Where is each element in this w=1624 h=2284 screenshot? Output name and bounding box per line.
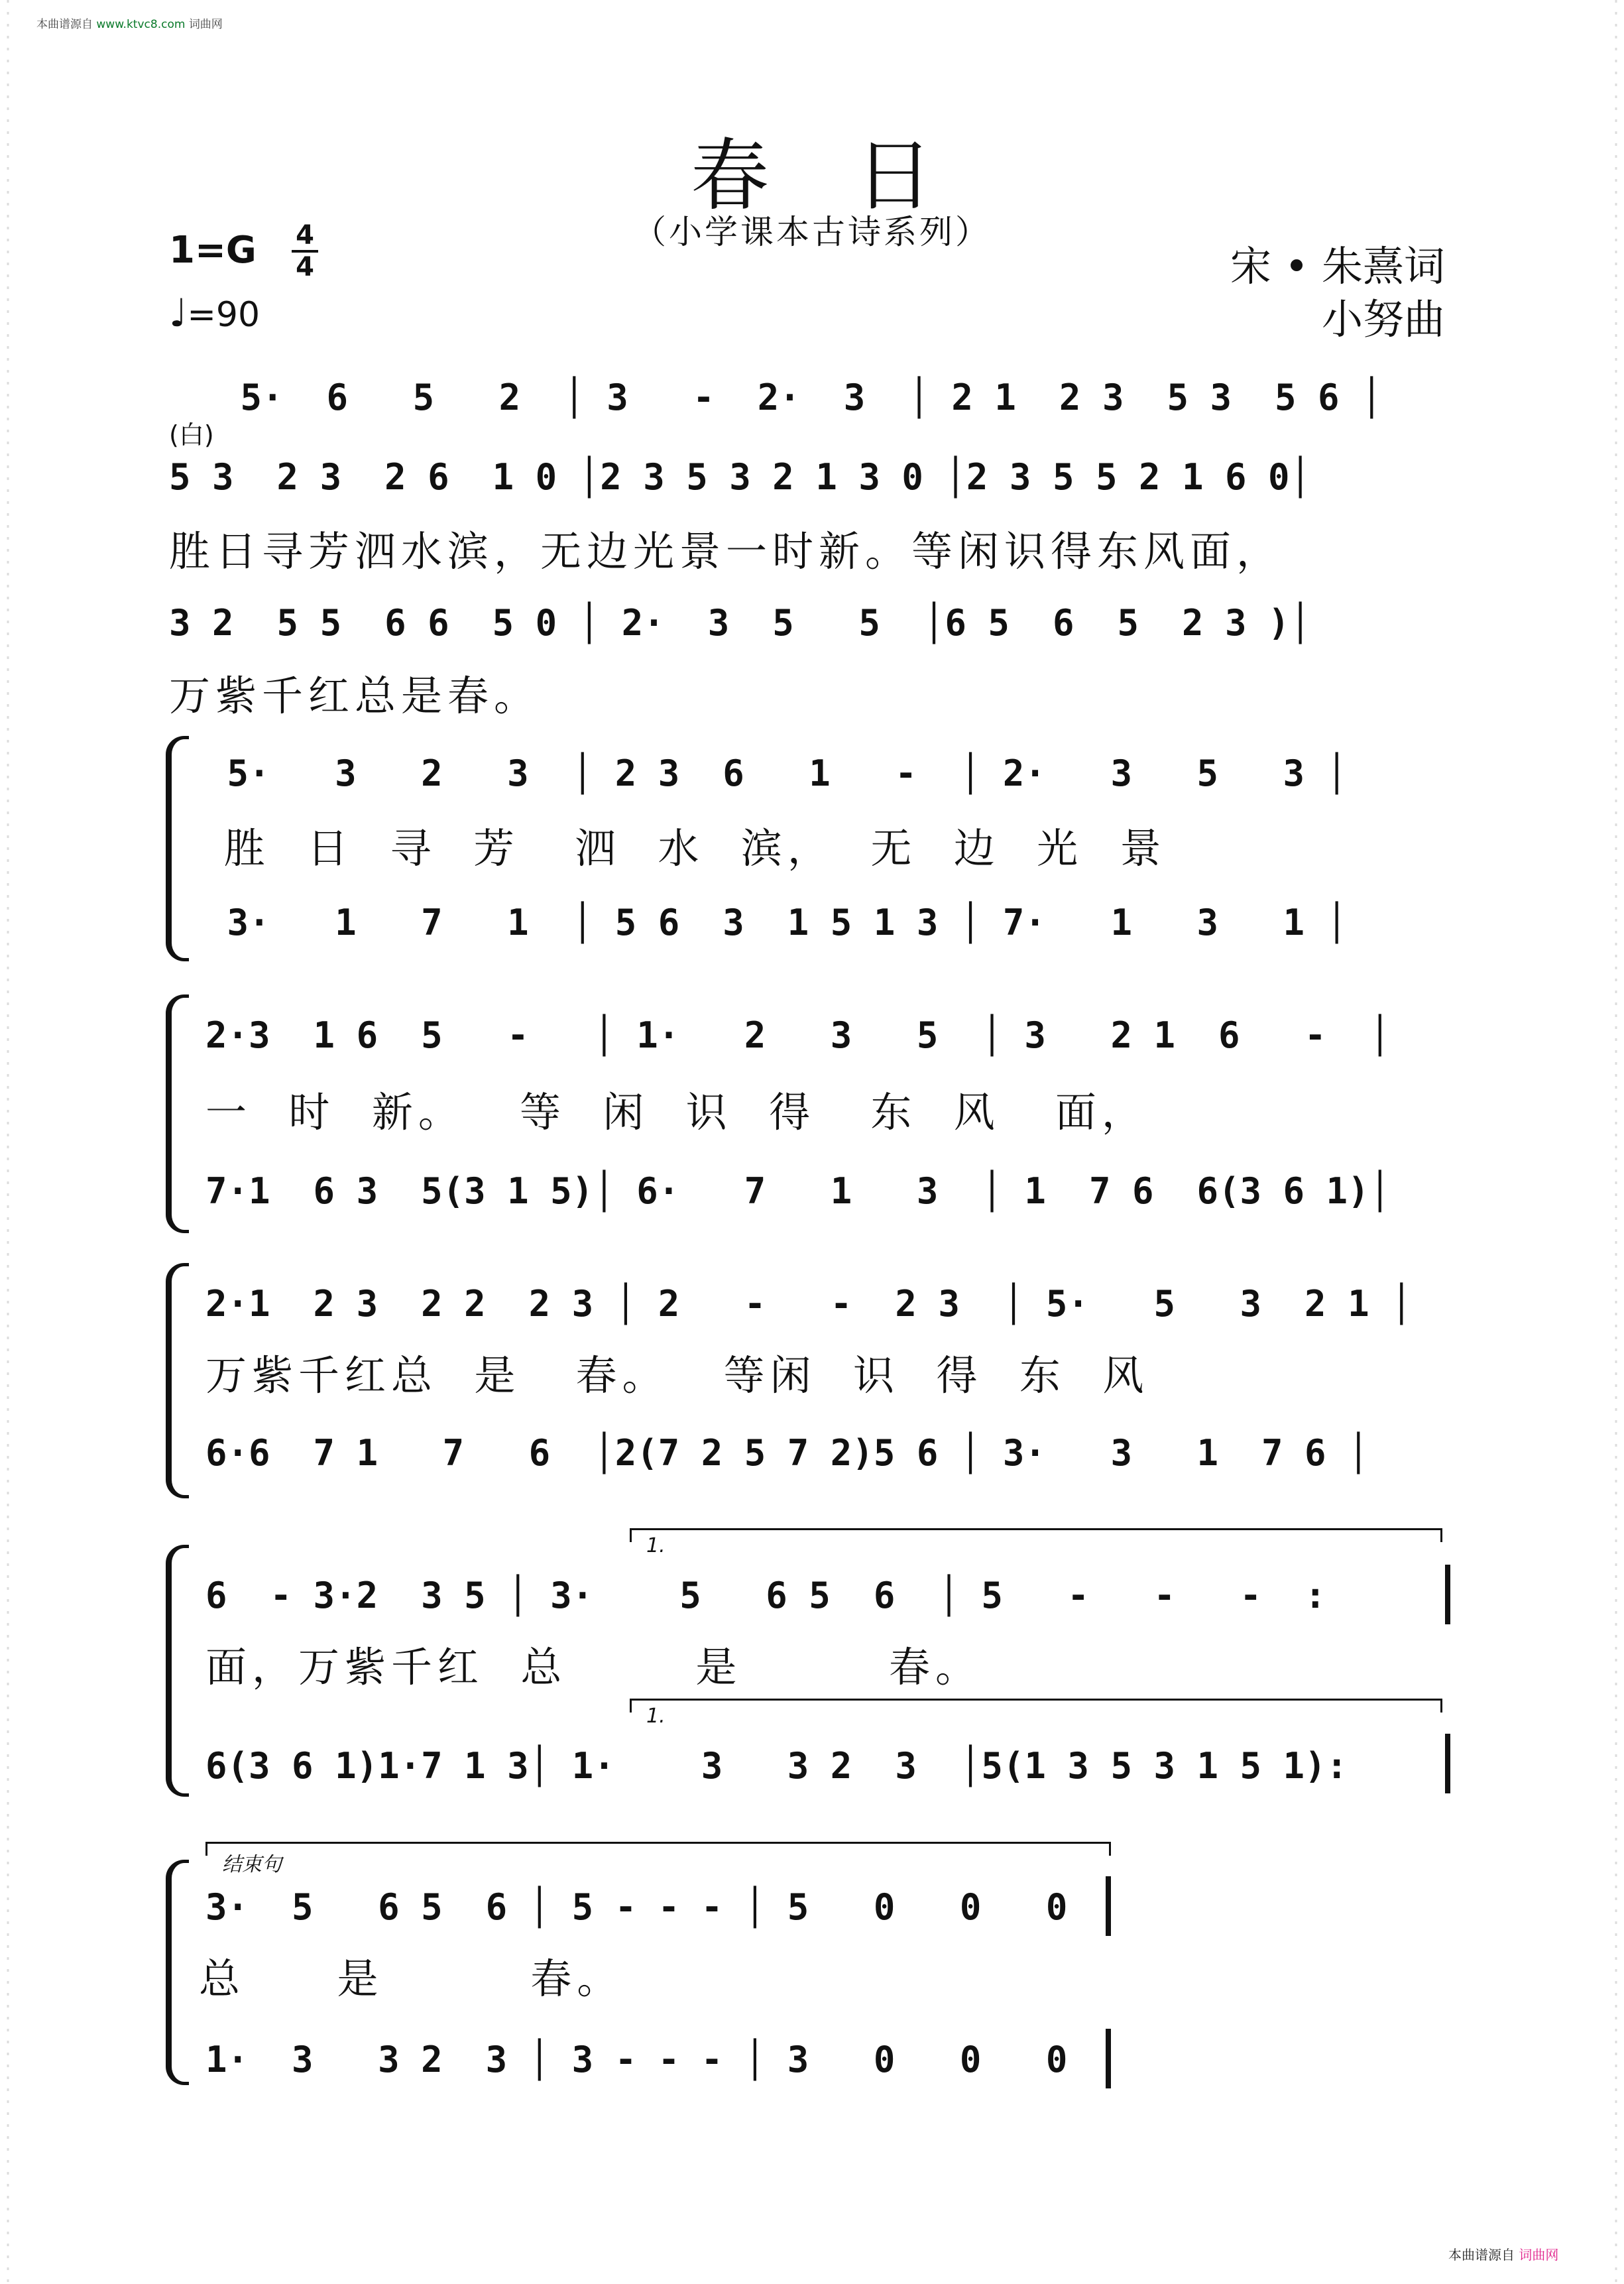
first-ending-label-bottom: 1. <box>646 1705 666 1728</box>
system-brace-5 <box>166 1860 189 2085</box>
system-3-melody: 2·1 2 3 2 2 2 3 │ 2 - - 2 3 │ 5· 5 3 2 1 │ <box>205 1283 1413 1325</box>
system-1-lyric: 胜 日 寻 芳 泗 水 滨， 无 边 光 景 <box>205 824 1167 872</box>
key-signature: 1=G <box>169 229 257 272</box>
system-5-harmony: 1· 3 3 2 3 │ 3 - - - │ 3 0 0 0 <box>205 2039 1068 2080</box>
repeat-barline-bottom <box>1445 1734 1450 1793</box>
time-signature <box>292 222 318 280</box>
header-source-note <box>36 15 223 31</box>
system-2-melody: 2·3 1 6 5 - │ 1· 2 3 5 │ 3 2 1 6 - │ <box>205 1014 1391 1056</box>
footer-brand-link[interactable]: 词曲网 <box>1519 2247 1559 2263</box>
system-5-lyric: 总 是 春。 <box>199 1954 624 2003</box>
first-ending-bracket-top <box>630 1528 1442 1557</box>
system-brace-4 <box>166 1545 189 1797</box>
composer-credit: 小努曲 <box>1321 295 1445 343</box>
intro-lyric-1: 胜日寻芳泗水滨，无边光景一时新。等闲识得东风面， <box>169 527 1283 575</box>
song-title: 春日 <box>690 130 1019 221</box>
intro-line-3: 3 2 5 5 6 6 5 0 │ 2· 3 5 5 │6 5 6 5 2 3 )│ <box>169 602 1312 644</box>
time-signature-top: 4 <box>296 220 314 251</box>
quarter-note-icon: ♩ <box>169 290 188 335</box>
system-5-melody: 3· 5 6 5 6 │ 5 - - - │ 5 0 0 0 <box>205 1886 1068 1928</box>
intro-line-1: 5· 6 5 2 │ 3 - 2· 3 │ 2 1 2 3 5 3 5 6 │ <box>219 377 1383 418</box>
lyricist-credit: 宋 • 朱熹词 <box>1230 242 1445 290</box>
ending-phrase-bracket <box>205 1842 1111 1876</box>
system-4-harmony: 6(3 6 1)1·7 1 3│ 1· 3 3 2 3 │5(1 3 5 3 1 5 1): <box>205 1745 1348 1787</box>
system-4-lyric: 面，万紫千红 总 是 春。 <box>205 1643 982 1691</box>
header-brand-text: 词曲网 <box>188 18 223 31</box>
system-brace-2 <box>166 994 189 1233</box>
final-barline-bottom <box>1106 2029 1111 2088</box>
tempo-marking <box>169 290 260 335</box>
time-signature-bottom: 4 <box>296 252 314 282</box>
system-3-harmony: 6·6 7 1 7 6 │2(7 2 5 7 2)5 6 │ 3· 3 1 7 6 │ <box>205 1432 1369 1474</box>
tempo-value: =90 <box>187 295 261 335</box>
system-3-lyric: 万紫千红总 是 春。 等闲 识 得 东 风 <box>205 1351 1149 1400</box>
system-2-harmony: 7·1 6 3 5(3 1 5)│ 6· 7 1 3 │ 1 7 6 6(3 6 1)│ <box>205 1170 1391 1212</box>
intro-lyric-2: 万紫千红总是春。 <box>169 672 541 720</box>
repeat-barline-top <box>1445 1565 1450 1624</box>
intro-line-2: 5 3 2 3 2 6 1 0 │2 3 5 3 2 1 3 0 │2 3 5 5 2 1 6 0│ <box>169 456 1312 498</box>
ending-phrase-label: 结束句 <box>222 1853 282 1876</box>
header-source-text: 本曲谱源自 <box>36 18 93 31</box>
system-1-melody: 5· 3 2 3 │ 2 3 6 1 - │ 2· 3 5 3 │ <box>205 752 1348 794</box>
system-1-harmony: 3· 1 7 1 │ 5 6 3 1 5 1 3 │ 7· 1 3 1 │ <box>205 902 1348 943</box>
spoken-intro-mark: (白) <box>169 420 214 450</box>
final-barline-top <box>1106 1876 1111 1936</box>
footer-source-text: 本曲谱源自 <box>1448 2247 1515 2263</box>
first-ending-label-top: 1. <box>646 1534 666 1557</box>
system-brace-3 <box>166 1263 189 1498</box>
system-brace-1 <box>166 736 189 961</box>
song-subtitle: （小学课本古诗系列） <box>633 213 991 251</box>
system-4-melody: 6 - 3·2 3 5 │ 3· 5 6 5 6 │ 5 - - - : <box>205 1575 1326 1616</box>
first-ending-bracket-bottom <box>630 1699 1442 1728</box>
footer-source-note <box>1448 2244 1558 2263</box>
header-site-link[interactable]: www.ktvc8.com <box>96 18 186 31</box>
system-2-lyric: 一 时 新。 等 闲 识 得 东 风 面， <box>205 1088 1148 1136</box>
